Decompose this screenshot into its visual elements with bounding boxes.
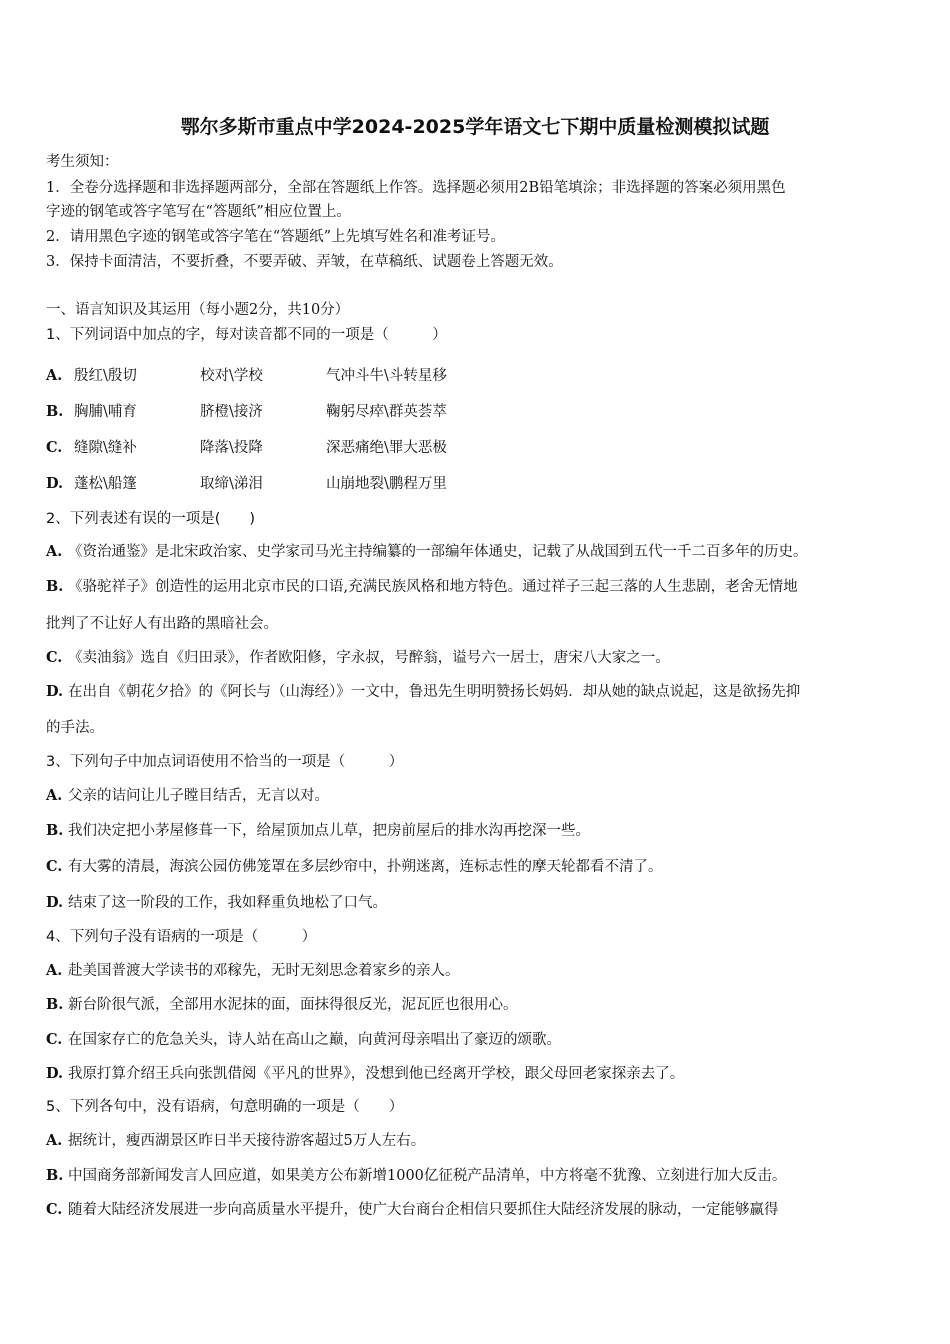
option-text: 我们决定把小茅屋修葺一下，给屋顶加点儿草，把房前屋后的排水沟再挖深一些。	[68, 823, 590, 839]
option-text: 《资治通鉴》是北宋政治家、史学家司马光主持编纂的一部编年体通史，记载了从战国到五代一千二百多年的历史。	[68, 544, 808, 560]
q2-option-d	[46, 682, 800, 702]
question-5-stem: 5、下列各句中，没有语病，句意明确的一项是（ ）	[46, 1099, 404, 1115]
option-label: A.	[46, 962, 63, 979]
option-text: 《卖油翁》选自《归田录》，作者欧阳修，字永叔，号醉翁，谥号六一居士，唐宋八大家之一。	[68, 650, 670, 666]
option-cell: 降落\投降	[200, 440, 263, 456]
option-cell: 殷红\殷切	[74, 368, 137, 384]
notice-line: 2．请用黑色字迹的钢笔或答字笔在“答题纸”上先填写姓名和准考证号。	[46, 229, 506, 245]
option-cell: 鞠躬尽瘁\群英荟萃	[326, 404, 447, 420]
option-cell: 校对\学校	[200, 368, 263, 384]
option-label: C.	[46, 1201, 63, 1218]
q2-option-a	[46, 542, 808, 562]
q3-option-a	[46, 786, 329, 806]
option-label: A.	[46, 1132, 63, 1149]
option-text: 中国商务部新闻发言人回应道，如果美方公布新增1000亿征税产品清单，中方将毫不犹豫、立刻进行加大反击。	[68, 1168, 787, 1184]
q3-option-c	[46, 857, 663, 877]
q1-option-d	[46, 474, 447, 494]
option-text: 在出自《朝花夕拾》的《阿长与（山海经）》一文中，鲁迅先生明明赞扬长妈妈．却从她的缺点说起，这是欲扬先抑	[68, 684, 801, 700]
option-cell: 山崩地裂\鹏程万里	[326, 476, 447, 492]
notice-line: 1．全卷分选择题和非选择题两部分，全部在答题纸上作答。选择题必须用2B铅笔填涂；非选择题的答案必须用黑色	[46, 180, 786, 196]
option-text: 我原打算介绍王兵向张凯借阅《平凡的世界》，没想到他已经离开学校，跟父母回老家探亲去了。	[68, 1066, 685, 1082]
option-label: B.	[46, 578, 64, 595]
option-cell: 胸脯\哺育	[74, 404, 137, 420]
option-text: 父亲的诘问让儿子瞠目结舌，无言以对。	[68, 788, 329, 804]
option-text: 有大雾的清晨，海滨公园仿佛笼罩在多层纱帘中，扑朔迷离，连标志性的摩天轮都看不清了。	[68, 859, 663, 875]
option-label: B.	[46, 1167, 64, 1184]
q1-option-a	[46, 366, 447, 386]
option-cell: 取缔\涕泪	[200, 476, 263, 492]
q5-option-a	[46, 1131, 425, 1151]
option-label: A.	[46, 543, 63, 560]
question-3-stem: 3、下列句子中加点词语使用不恰当的一项是（ ）	[46, 754, 404, 770]
option-label: B.	[46, 822, 64, 839]
option-cell: 深恶痛绝\罪大恶极	[326, 440, 447, 456]
option-cell: 气冲斗牛\斗转星移	[326, 368, 447, 384]
option-text: 赴美国普渡大学读书的邓稼先，无时无刻思念着家乡的亲人。	[68, 963, 460, 979]
q3-option-b	[46, 821, 590, 841]
q2-option-d-cont: 的手法。	[46, 720, 104, 736]
option-label: B.	[46, 996, 64, 1013]
q2-option-b-cont: 批判了不让好人有出路的黑暗社会。	[46, 616, 278, 632]
option-label: C.	[46, 1031, 63, 1048]
notice-heading: 考生须知：	[46, 154, 119, 170]
q2-option-b	[46, 577, 798, 597]
q4-option-a	[46, 961, 460, 981]
option-label: C.	[46, 649, 63, 666]
question-2-stem: 2、下列表述有误的一项是( )	[46, 511, 256, 527]
q4-option-b	[46, 995, 518, 1015]
q2-option-c	[46, 648, 670, 668]
option-label: C.	[46, 858, 63, 875]
option-label: C.	[46, 439, 63, 456]
option-label: D.	[46, 683, 64, 700]
option-label: D.	[46, 894, 64, 911]
q5-option-c	[46, 1200, 779, 1220]
option-text: 结束了这一阶段的工作，我如释重负地松了口气。	[68, 895, 387, 911]
option-text: 据统计，瘦西湖景区昨日半天接待游客超过5万人左右。	[68, 1133, 426, 1149]
notice-line: 字迹的钢笔或答字笔写在“答题纸”相应位置上。	[46, 204, 351, 220]
q5-option-b	[46, 1166, 786, 1186]
option-label: A.	[46, 367, 63, 384]
q4-option-d	[46, 1064, 684, 1084]
q4-option-c	[46, 1030, 561, 1050]
notice-line: 3．保持卡面清洁，不要折叠，不要弄破、弄皱，在草稿纸、试题卷上答题无效。	[46, 254, 563, 270]
question-1-stem: 1、下列词语中加点的字，每对读音都不同的一项是（ ）	[46, 327, 447, 343]
option-text: 随着大陆经济发展进一步向高质量水平提升，使广大台商台企相信只要抓住大陆经济发展的脉动，一定能够赢得	[68, 1202, 779, 1218]
q1-option-c	[46, 438, 447, 458]
option-label: A.	[46, 787, 63, 804]
q1-option-b	[46, 402, 447, 422]
option-label: D.	[46, 475, 64, 492]
option-cell: 蓬松\船篷	[74, 476, 137, 492]
q3-option-d	[46, 893, 387, 913]
option-text: 新台阶很气派，全部用水泥抹的面，面抹得很反光，泥瓦匠也很用心。	[68, 997, 518, 1013]
section-heading: 一、语言知识及其运用（每小题2分，共10分）	[46, 302, 350, 318]
page-title: 鄂尔多斯市重点中学2024-2025学年语文七下期中质量检测模拟试题	[180, 116, 770, 138]
option-cell: 脐橙\接济	[200, 404, 263, 420]
option-cell: 缝隙\缝补	[74, 440, 137, 456]
option-label: D.	[46, 1065, 64, 1082]
option-text: 在国家存亡的危急关头，诗人站在高山之巅，向黄河母亲唱出了豪迈的颂歌。	[68, 1032, 561, 1048]
question-4-stem: 4、下列句子没有语病的一项是（ ）	[46, 929, 317, 945]
option-label: B.	[46, 403, 64, 420]
option-text: 《骆驼祥子》创造性的运用北京市民的口语,充满民族风格和地方特色。通过祥子三起三落的人生悲剧，老舍无情地	[68, 579, 798, 595]
